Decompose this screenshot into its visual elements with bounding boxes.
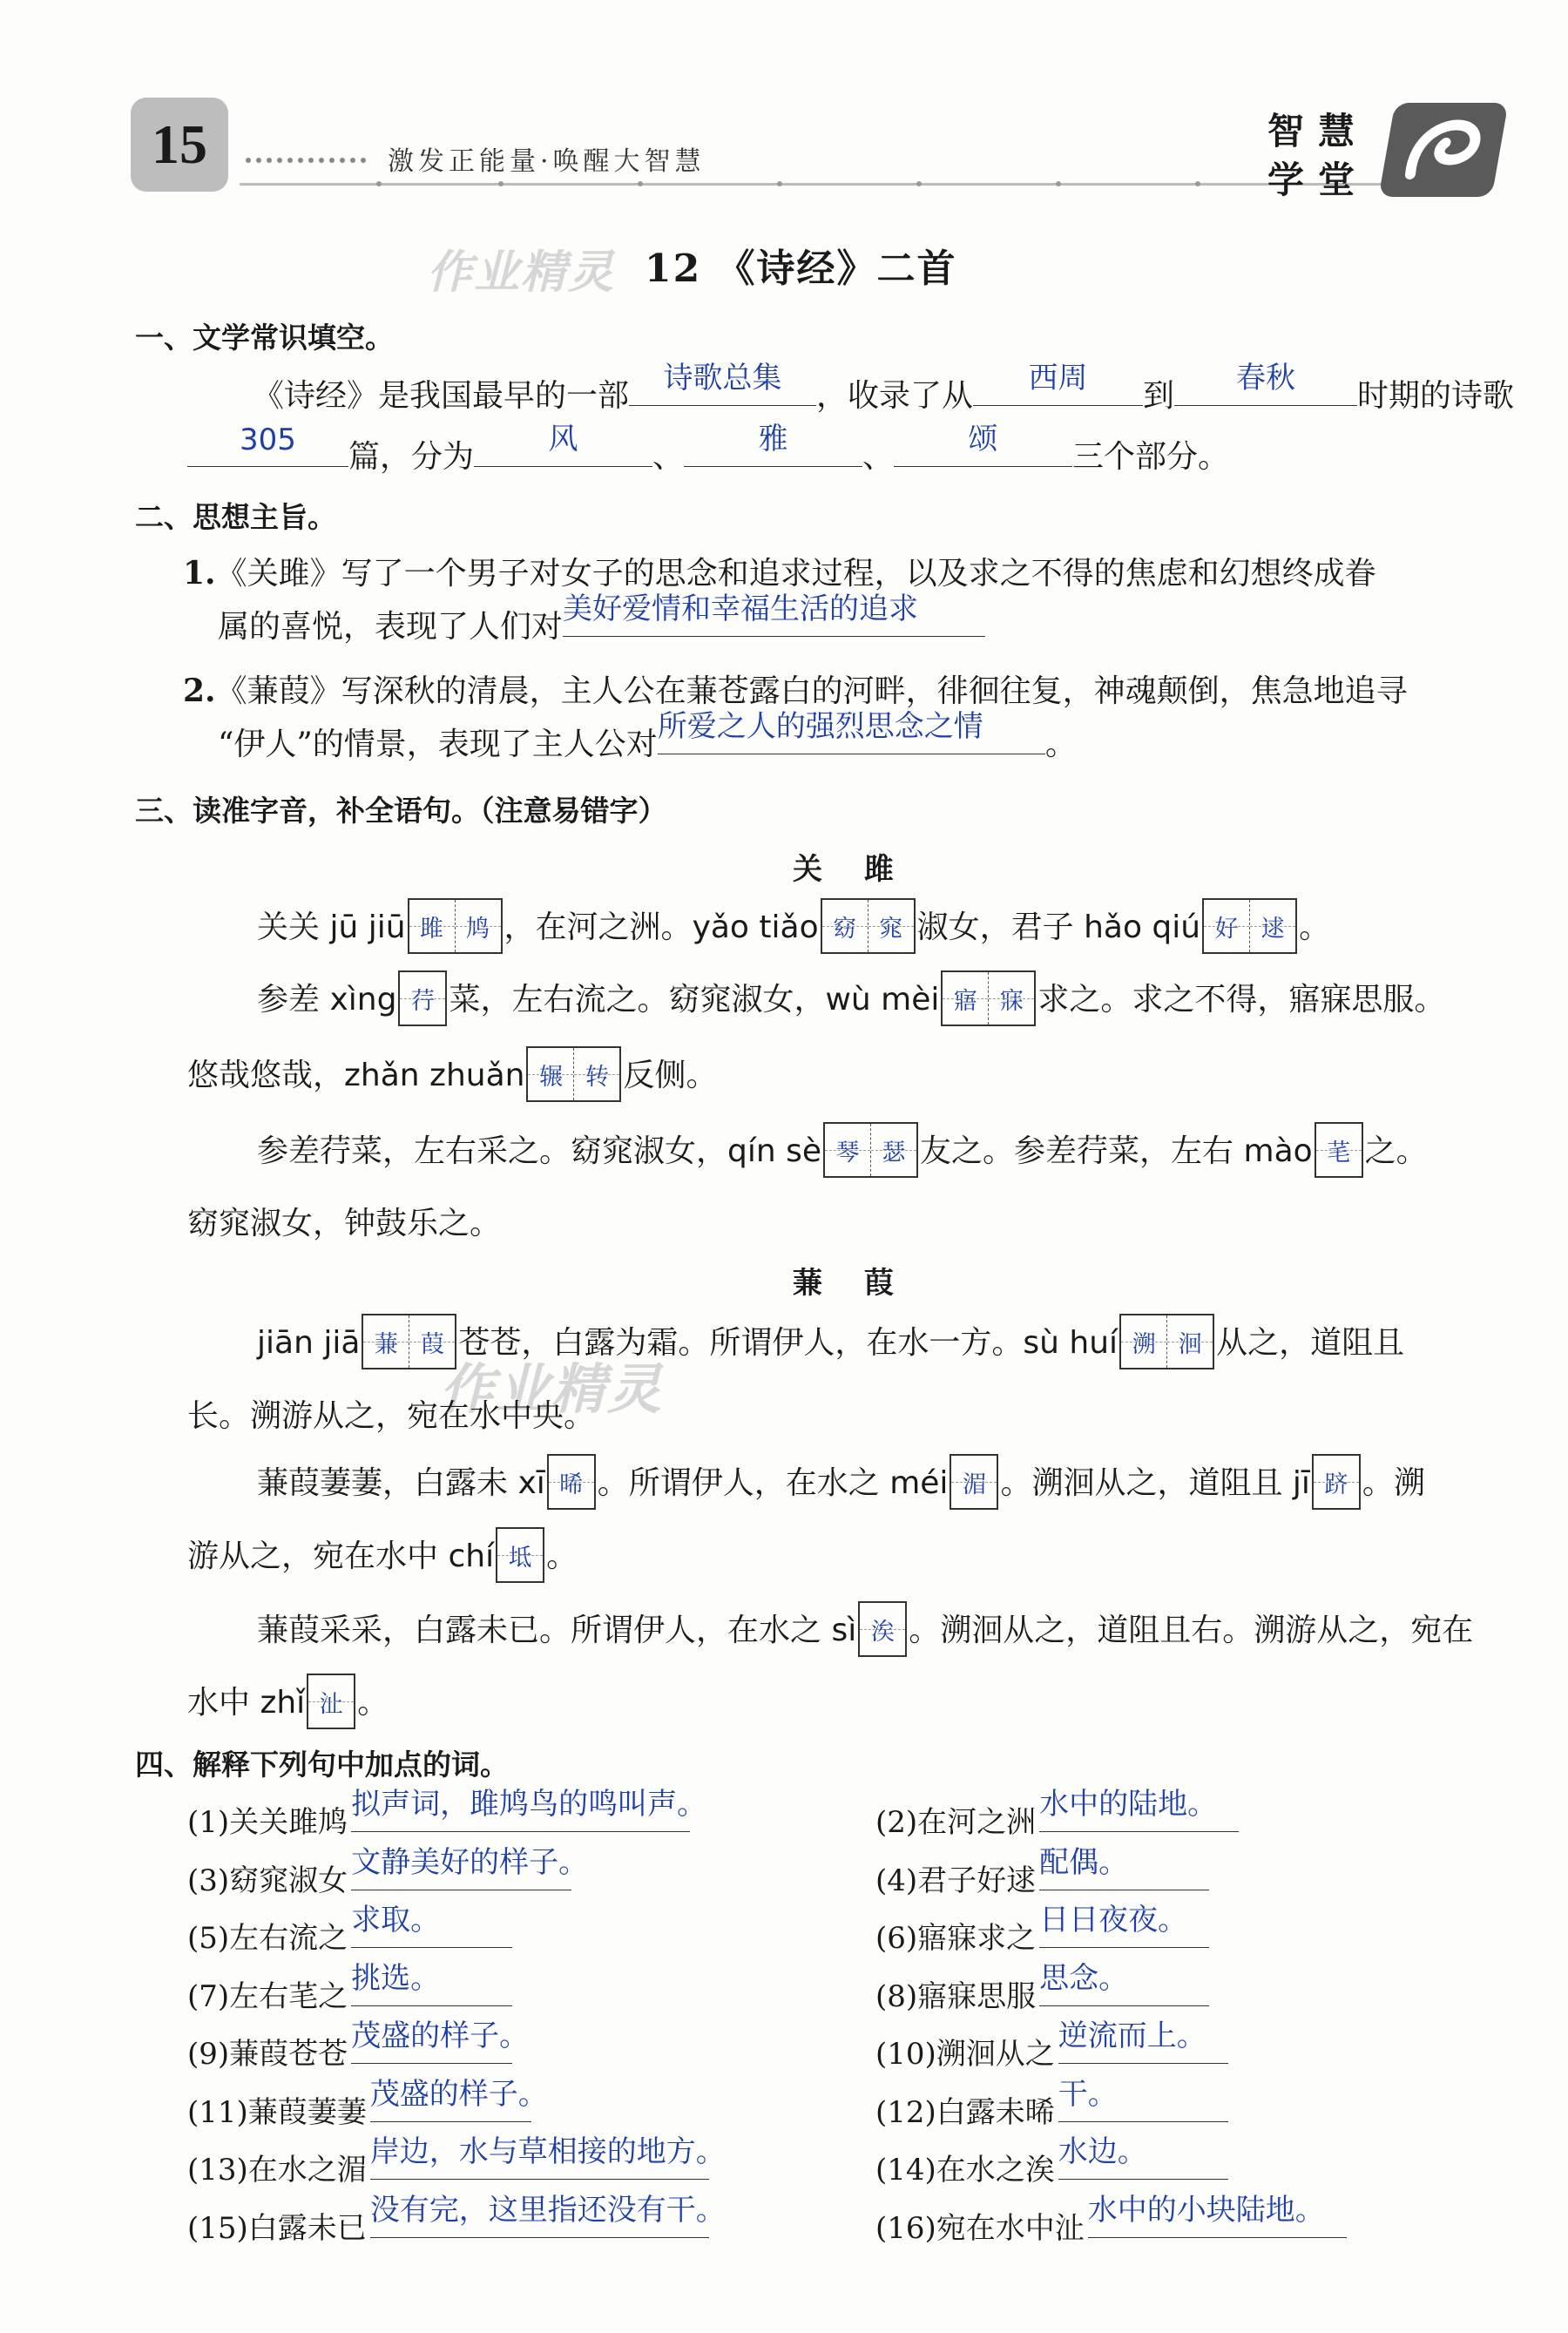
pinyin: jī [1292,1465,1310,1501]
answer-char: 窈 [822,900,868,952]
answer-blank [369,2193,726,2238]
pinyin: jū jiū [329,910,406,945]
answer-char: 涘 [860,1603,905,1655]
pinyin: sù huí [1023,1325,1119,1361]
answer-blank [657,709,1045,754]
explanation-question: (13)在水之湄 [187,2153,367,2188]
pinyin: jiān jiā [257,1325,361,1361]
explanation-question: (7)左右芼之 [187,1979,348,2014]
answer-char: 溯 [1121,1315,1166,1368]
char-box [398,970,447,1026]
answer-blank [1087,2193,1347,2238]
answer-blank [1039,1961,1209,2006]
answer-char: 沚 [308,1675,354,1728]
pinyin: zhǐ [260,1685,306,1721]
pinyin: hǎo qiú [1084,910,1201,945]
answer-text: 茂盛的样子。 [369,2077,548,2112]
char-box [307,1674,355,1729]
answer-blank [474,422,652,467]
char-box [941,970,1036,1026]
answer-blank [187,423,348,467]
answer-blank [684,422,862,467]
answer-blank [1058,2134,1228,2180]
explanation-question: (16)宛在水中沚 [875,2211,1085,2246]
answer-char: 瑟 [870,1124,916,1176]
section1-line2: 305 篇，分为 风 、 雅 、 颂 三个部分。 [187,431,1229,477]
answer-text: 配偶。 [1039,1845,1129,1880]
explanation-question: (11)蒹葭萋萋 [187,2095,367,2130]
answer-blank [563,592,985,637]
poem-line: 悠哉悠哉，zhǎn zhuǎn 辗 转 反侧。 [187,1050,717,1106]
logo-char: 学 [1267,159,1305,201]
answer-char: 鸠 [455,900,501,952]
section2-q2-line1: 2.《蒹葭》写深秋的清晨，主人公在蒹苍露白的河畔，徘徊往复，神魂颠倒，焦急地追寻 [183,673,1408,709]
answer-text: 美好爱情和幸福生活的追求 [563,592,919,626]
poem-line: 参差 xìng 荇 菜，左右流之。窈窕淑女，wù mèi 寤 寐 求之。求之不得，寤寐思服。 [257,974,1445,1030]
answer-char: 芼 [1316,1124,1362,1176]
explanation-question: (12)白露未晞 [875,2095,1055,2130]
explanation-item [875,2193,1347,2247]
answer-char: 蒹 [363,1315,409,1368]
answer-text: 茂盛的样子。 [351,2019,530,2053]
poem-line: 参差荇菜，左右采之。窈窕淑女，qín sè 琴 瑟 友之。参差荇菜，左右 mào 芼 之。 [257,1126,1428,1181]
answer-char: 湄 [951,1456,997,1508]
pinyin: wù mèi [825,982,940,1018]
answer-text: 没有完，这里指还没有干。 [369,2193,726,2228]
header-slogan: 激发正能量·唤醒大智慧 [388,146,706,177]
answer-text: 305 [240,423,296,457]
answer-text: 所爱之人的强烈思念之情 [657,709,983,744]
poem-line: 水中 zhǐ 沚 。 [187,1677,389,1733]
section-heading: 二、思想主旨。 [135,500,336,534]
explanation-item [187,1961,512,2015]
answer-text: 岸边，水与草相接的地方。 [369,2134,726,2169]
char-box [1312,1454,1361,1510]
lesson-title: 12 《诗经》二首 [645,247,957,291]
answer-char: 辗 [528,1048,573,1100]
answer-char: 寐 [988,972,1034,1024]
explanation-item [187,1845,589,1899]
answer-char: 坻 [497,1529,543,1581]
answer-char: 好 [1204,900,1249,952]
poem-line: 窈窕淑女，钟鼓乐之。 [187,1206,502,1241]
answer-text: 挑选。 [351,1961,441,1996]
char-box [408,898,503,954]
watermark: 作业精灵 [427,247,616,299]
poem-line: 长。溯游从之，宛在水中央。 [187,1398,596,1434]
char-box [821,898,916,954]
section-heading: 三、读准字音，补全语句。（注意易错字） [135,794,667,828]
answer-text: 干。 [1058,2077,1118,2112]
char-box [858,1601,907,1657]
answer-blank [351,1845,589,1890]
answer-blank [351,1787,707,1832]
answer-text: 诗歌总集 [663,361,782,396]
explanation-item [187,2077,548,2131]
explanation-item [875,2019,1228,2073]
explanation-question: (1)关关雎鸠 [187,1805,348,1840]
answer-char: 窕 [868,900,914,952]
watermark: 作业精灵 [440,1357,664,1421]
answer-char: 琴 [825,1124,870,1176]
section-heading: 一、文学常识填空。 [135,321,394,355]
logo-swirl-icon [1396,113,1493,186]
pinyin: qín sè [727,1133,822,1169]
explanation-question: (2)在河之洲 [875,1805,1037,1840]
section-heading: 四、解释下列句中加点的词。 [135,1748,509,1782]
explanation-item [187,2134,726,2188]
pinyin: chí [448,1538,495,1574]
answer-char: 转 [573,1048,619,1100]
answer-char: 逑 [1249,900,1295,952]
pinyin: zhǎn zhuǎn [344,1058,525,1093]
char-box [547,1454,596,1510]
explanation-item [875,1787,1239,1841]
answer-blank [369,2077,548,2122]
explanation-question: (6)寤寐求之 [875,1921,1037,1956]
section1-line1: 《诗经》是我国最早的一部 诗歌总集 ，收录了从 西周 到 春秋 时期的诗歌 [253,370,1514,416]
char-box [1202,898,1297,954]
poem-line: 游从之，宛在水中 chí 坻 。 [187,1531,578,1586]
answer-text: 颂 [968,422,998,456]
answer-blank [894,422,1072,467]
section2-q1-line2: 属的喜悦，表现了人们对 美好爱情和幸福生活的追求 [218,601,985,646]
answer-blank [1039,1845,1209,1890]
explanation-item [187,2193,726,2247]
pinyin: sì [831,1613,857,1648]
answer-blank [351,1961,512,2006]
section2-q2-line2: “伊人”的情景，表现了主人公对 所爱之人的强烈思念之情 。 [218,719,1077,764]
answer-blank [351,1903,512,1948]
explanation-item [875,1903,1209,1957]
answer-text: 思念。 [1039,1961,1129,1996]
poem-line: 蒹葭采采，白露未已。所谓伊人，在水之 sì 涘 。溯洄从之，道阻且右。溯游从之，宛在 [257,1605,1473,1660]
answer-text: 雅 [758,422,788,456]
answer-text: 西周 [1028,361,1088,396]
answer-blank [1039,1903,1209,1948]
answer-text: 文静美好的样子。 [351,1845,589,1880]
answer-blank [369,2134,726,2180]
answer-text: 水中的陆地。 [1039,1787,1218,1822]
explanation-item [187,2019,530,2073]
char-box [526,1046,621,1102]
char-box [950,1454,998,1510]
poem-line: jiān jiā 蒹 葭 苍苍，白露为霜。所谓伊人，在水一方。sù huí 溯 洄 从之，道阻且 [257,1317,1404,1373]
logo-text [1267,103,1372,199]
poem-line: 蒹葭萋萋，白露未 xī 晞 。所谓伊人，在水之 méi 湄 。溯洄从之，道阻且 jī 跻 。溯 [257,1457,1425,1513]
answer-char: 晞 [549,1456,594,1508]
char-box [496,1527,544,1583]
logo-char: 慧 [1318,110,1355,152]
explanation-item [875,2134,1228,2188]
answer-char: 寤 [943,972,988,1024]
answer-text: 逆流而上。 [1058,2019,1206,2053]
explanation-question: (10)溯洄从之 [875,2037,1055,2072]
answer-text: 求取。 [351,1903,441,1937]
answer-blank [1174,361,1357,406]
char-box [1315,1122,1363,1178]
poem-line: 关关 jū jiū 雎 鸠 ，在河之洲。yǎo tiǎo 窈 窕 淑女，君子 hǎo qiú 好 逑 。 [257,902,1330,957]
pinyin: xī [517,1465,545,1501]
answer-blank [629,361,816,406]
char-box [1119,1314,1214,1369]
answer-blank [351,2019,530,2064]
explanation-question: (9)蒹葭苍苍 [187,2037,348,2072]
section2-q1-line1: 1.《关雎》写了一个男子对女子的思念和追求过程，以及求之不得的焦虑和幻想终成眷 [183,555,1376,592]
answer-char: 雎 [409,900,455,952]
char-box [823,1122,918,1178]
explanation-item [875,1961,1209,2015]
pinyin: mào [1243,1133,1313,1169]
answer-blank [1058,2077,1228,2122]
explanation-question: (3)窈窕淑女 [187,1863,348,1898]
explanation-question: (14)在水之涘 [875,2153,1055,2188]
answer-blank [973,361,1143,406]
explanation-question: (15)白露未已 [187,2211,367,2246]
poem-title: 蒹 葭 [793,1266,909,1301]
explanation-item [875,2077,1228,2131]
answer-text: 风 [548,422,578,456]
explanation-question: (4)君子好逑 [875,1863,1037,1898]
answer-char: 荇 [400,972,445,1024]
answer-text: 水中的小块陆地。 [1087,2193,1325,2228]
explanation-question: (8)寤寐思服 [875,1979,1037,2014]
answer-blank [1058,2019,1228,2064]
pinyin: xìng [329,982,397,1018]
explanation-item [187,1787,707,1841]
poem-title: 关 雎 [793,852,909,887]
answer-text: 春秋 [1236,361,1296,396]
logo-char: 堂 [1318,159,1355,201]
logo-mark [1378,103,1508,197]
answer-char: 洄 [1166,1315,1213,1368]
explanation-item [875,1845,1209,1899]
answer-text: 日日夜夜。 [1039,1903,1188,1937]
pinyin: yǎo tiǎo [692,910,819,945]
page-number-badge [131,98,228,192]
explanation-item [187,1903,512,1957]
answer-char: 跻 [1314,1456,1359,1508]
answer-text: 水边。 [1058,2134,1147,2169]
logo-char: 智 [1267,110,1305,152]
page-number: 15 [152,113,207,175]
char-box [362,1314,456,1369]
explanation-question: (5)左右流之 [187,1921,348,1956]
answer-text: 拟声词，雎鸠鸟的鸣叫声。 [351,1787,707,1822]
answer-blank [1039,1787,1239,1832]
answer-char: 葭 [409,1315,455,1368]
pinyin: méi [889,1465,949,1501]
